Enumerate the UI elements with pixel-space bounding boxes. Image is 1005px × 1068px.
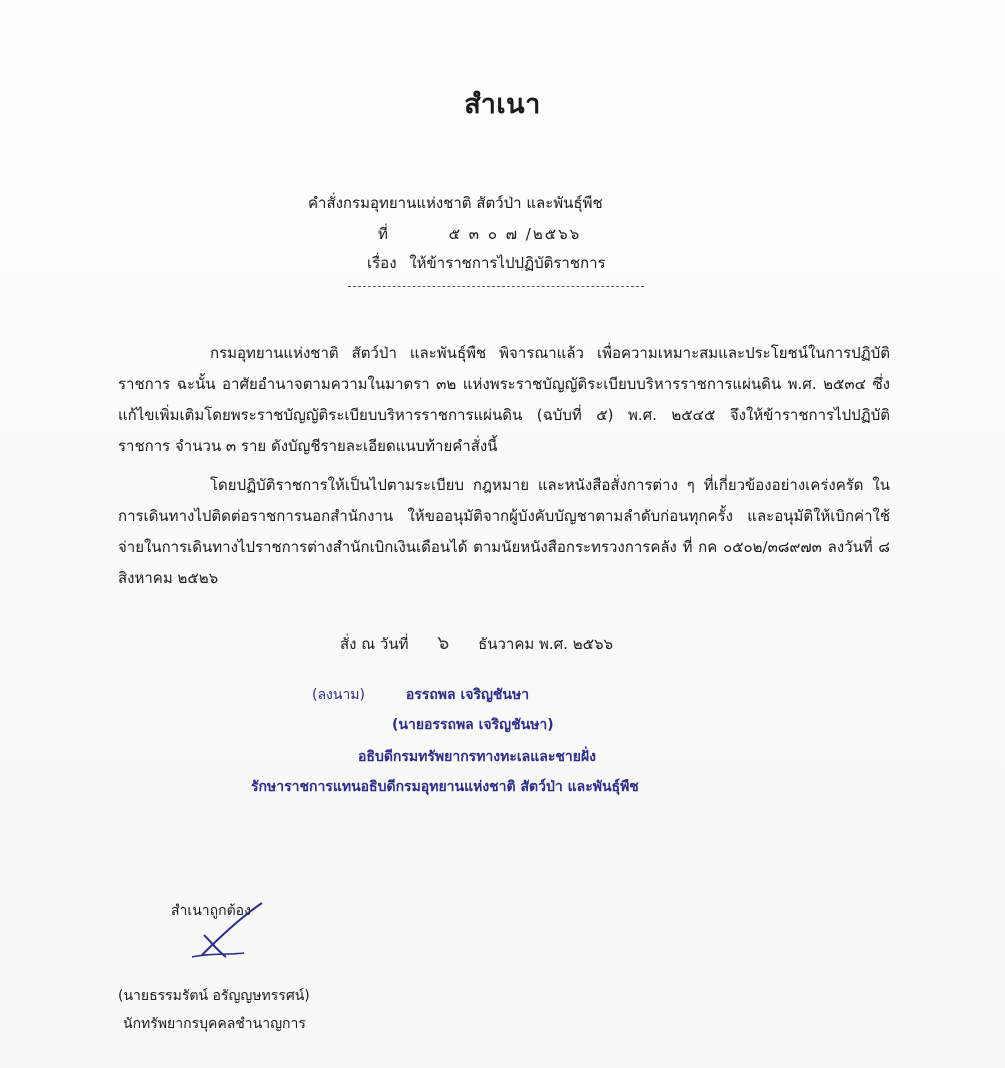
order-subject-row xyxy=(367,251,606,275)
order-date-day: ๖ xyxy=(437,632,450,654)
order-number-row xyxy=(378,222,581,246)
separator-dashed-line xyxy=(348,286,644,287)
signatory-position-1: อธิบดีกรมทรัพยากรทางทะเลและชายฝั่ง xyxy=(358,749,596,765)
handwritten-signature-icon xyxy=(184,895,274,965)
certified-label: สำเนาถูกต้อง xyxy=(171,903,251,919)
certifier-position: นักทรัพยากรบุคคลชำนาญการ xyxy=(123,1016,306,1032)
certifier-name: (นายธรรมรัตน์ อรัญญษทรรศน์) xyxy=(118,988,310,1004)
order-subject-label: เรื่อง xyxy=(367,254,397,272)
order-number-label: ที่ xyxy=(378,225,388,243)
signatory-full-name: (นายอรรถพล เจริญชันษา) xyxy=(392,717,554,733)
signed-name: อรรถพล เจริญชันษา xyxy=(405,687,530,703)
document-title: สำเนา xyxy=(464,89,541,120)
order-date-rest: ธันวาคม พ.ศ. ๒๕๖๖ xyxy=(478,635,614,653)
signatory-block xyxy=(312,684,529,706)
body-paragraph-1: กรมอุทยานแห่งชาติ สัตว์ป่า และพันธุ์พืช พิจารณาแล้ว เพื่อความเหมาะสมและประโยชน์ในการปฏิบัติราชการ ฉะนั้น อาศัยอำนาจตามความในมาตรา ๓๒ แห่งพระราชบัญญัติระเบียบบริหารราชการแผ่นดิน พ.ศ. ๒๕๓๔ ซึ่งแก้ไขเพิ่มเติมโดยพระราชบัญญัติระเบียบบริหารราชการแผ่นดิน (ฉบับที่ ๕) พ.ศ. ๒๕๔๕ จึงให้ข้าราชการไปปฏิบัติราชการ จำนวน ๓ ราย ดังบัญชีรายละเอียดแนบท้ายคำสั่งนี้ xyxy=(118,344,890,455)
order-date-prefix: สั่ง ณ วันที่ xyxy=(340,635,409,653)
signatory-position-2: รักษาราชการแทนอธิบดีกรมอุทยานแห่งชาติ สัตว์ป่า และพันธุ์พืช xyxy=(251,779,639,795)
order-date xyxy=(340,628,613,658)
order-number-value: ๕ ๓ ๐ ๗ /๒๕๖๖ xyxy=(448,225,582,243)
order-heading: คำสั่งกรมอุทยานแห่งชาติ สัตว์ป่า และพันธุ์พืช xyxy=(308,194,603,212)
order-subject-value: ให้ข้าราชการไปปฏิบัติราชการ xyxy=(409,254,606,272)
signed-label: (ลงนาม) xyxy=(312,687,365,703)
body-paragraph-2: โดยปฏิบัติราชการให้เป็นไปตามระเบียบ กฎหมาย และหนังสือสั่งการต่าง ๆ ที่เกี่ยวข้องอย่างเคร่งครัด ในการเดินทางไปติดต่อราชการนอกสำนักงาน ให้ขออนุมัติจากผู้บังคับบัญชาตามลำดับก่อนทุกครั้ง และอนุมัติให้เบิกค่าใช้จ่ายในการเดินทางไปราชการต่างสำนักเบิกเงินเดือนได้ ตามนัยหนังสือกระทรวงการคลัง ที่ กค ๐๕๐๒/๓๘๙๗๓ ลงวันที่ ๘ สิงหาคม ๒๕๒๖ xyxy=(118,476,890,587)
